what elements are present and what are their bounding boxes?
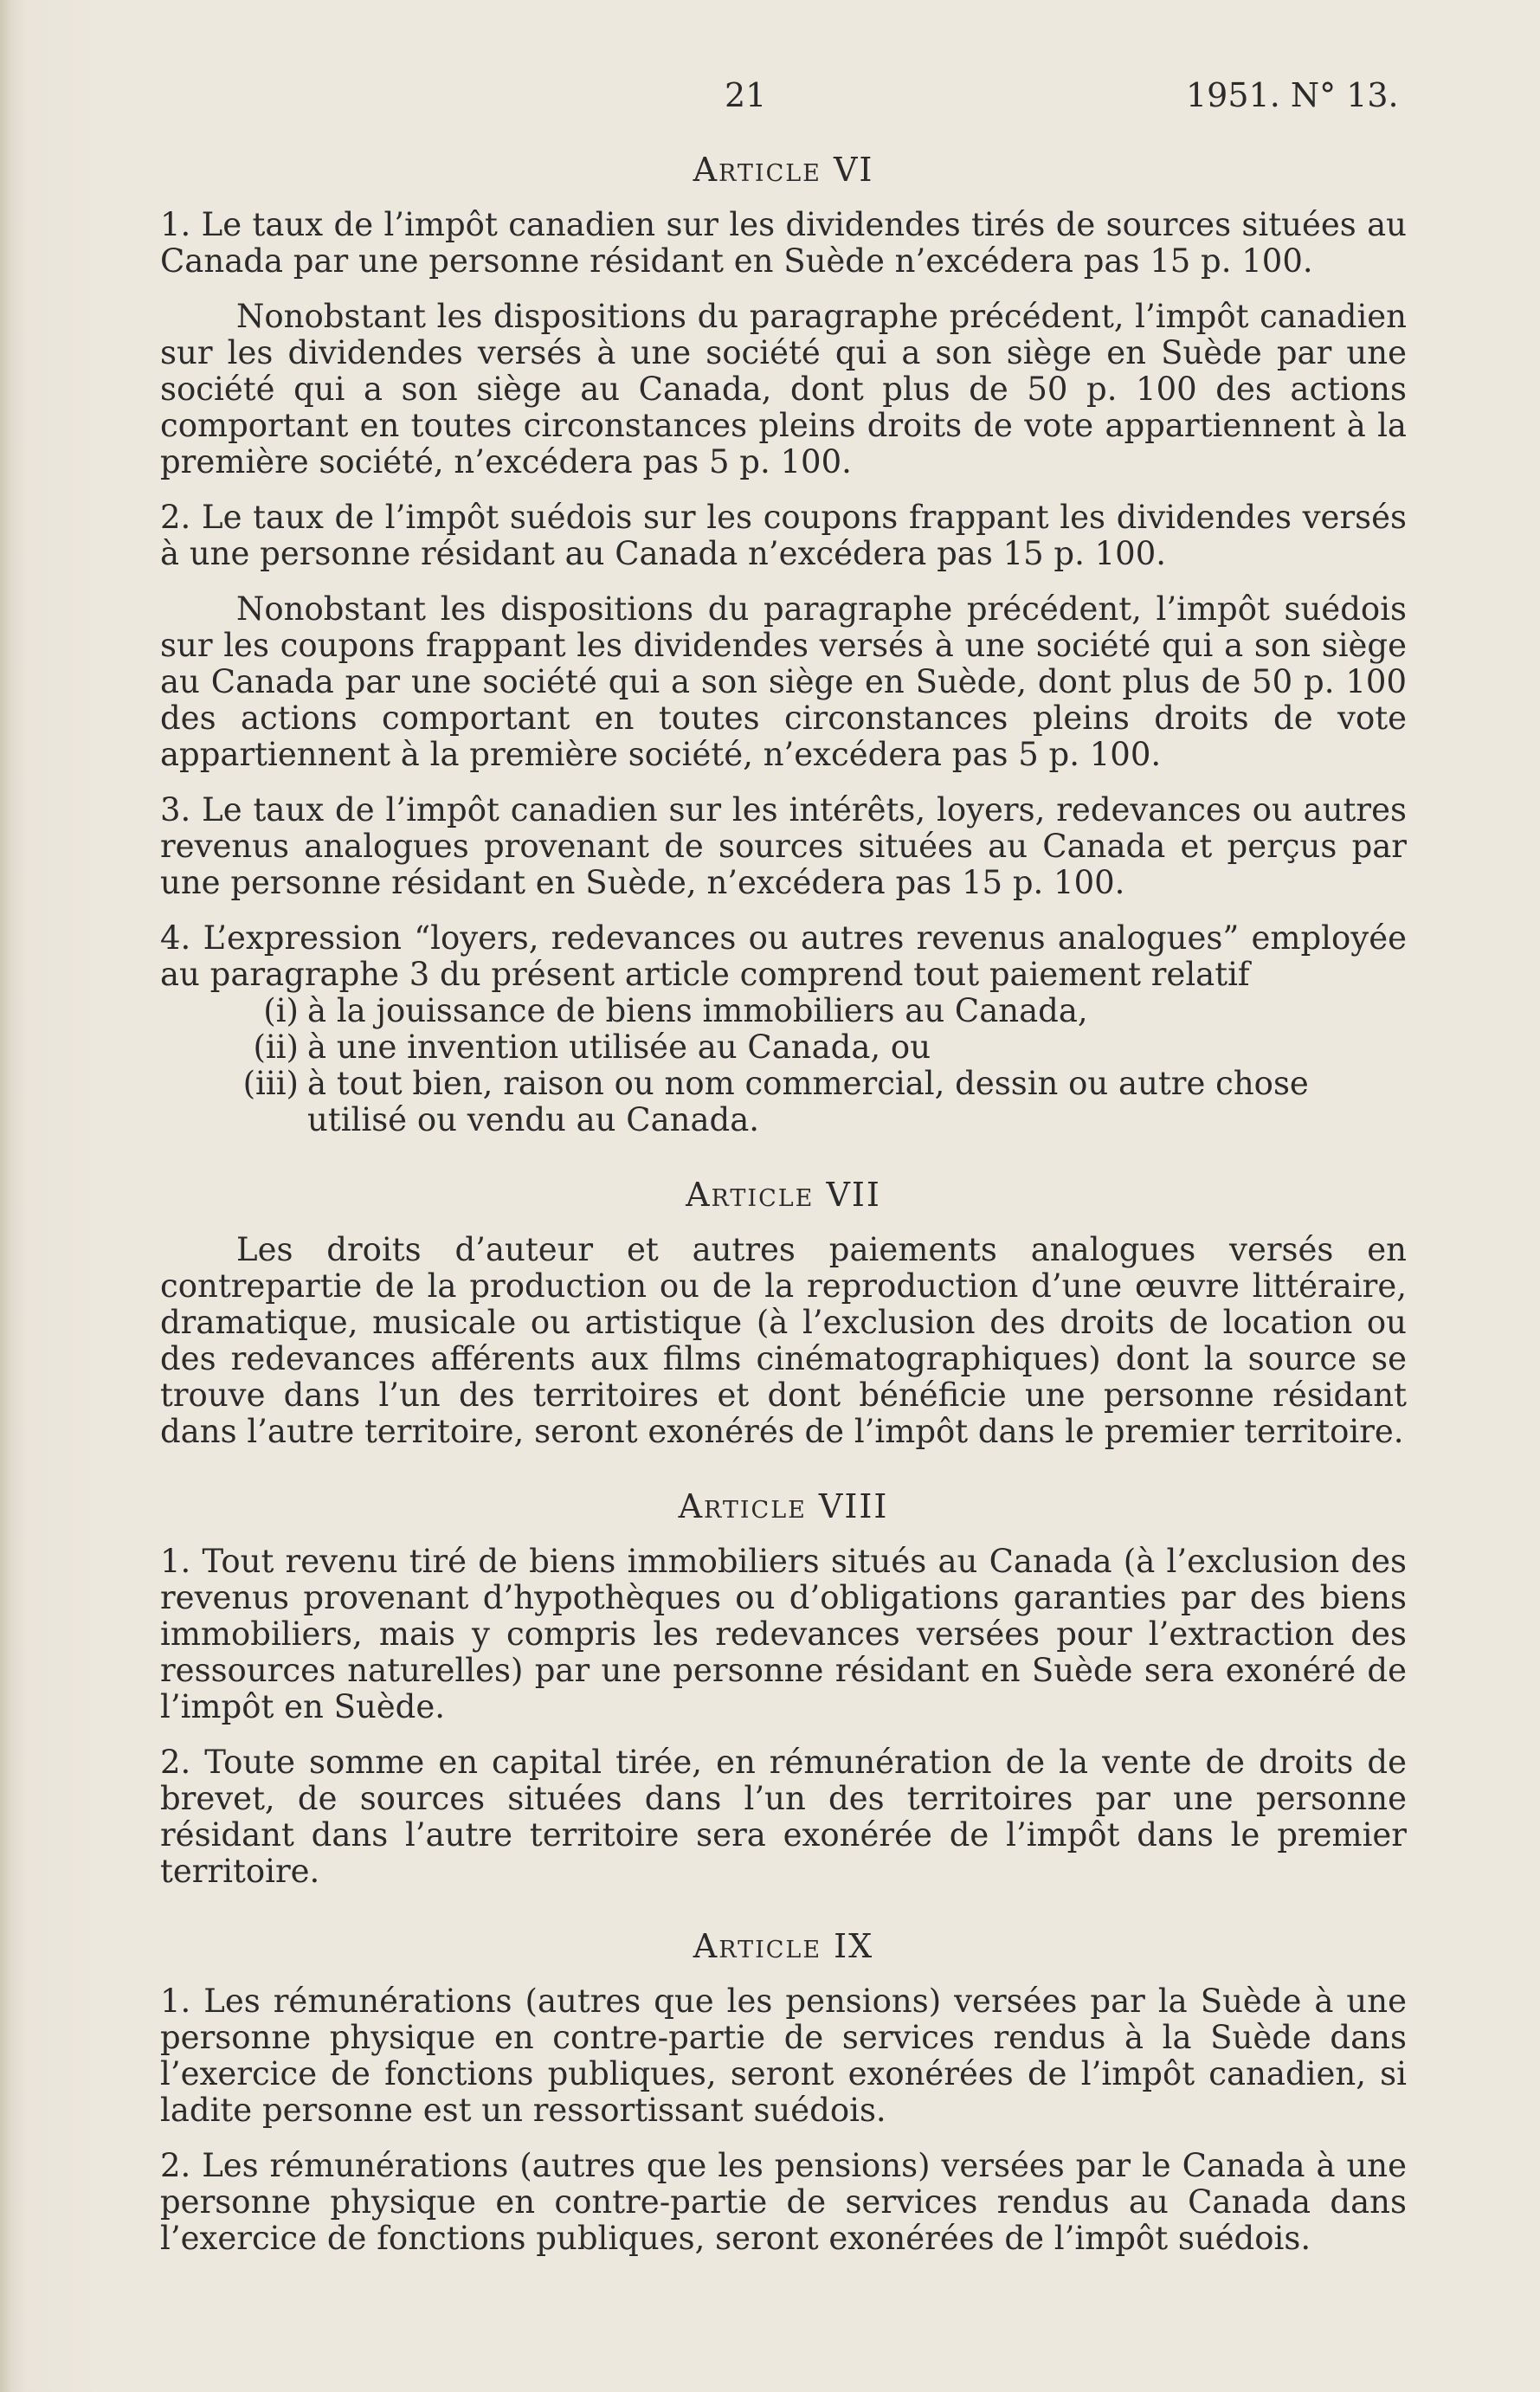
page-content bbox=[160, 152, 1407, 2276]
list-item bbox=[160, 1029, 1407, 1066]
issue-number: 1951. N° 13. bbox=[1186, 76, 1399, 114]
article-6-p1-text: 1. Le taux de l’impôt canadien sur les dividendes tirés de sources situées au Canada par une personne résidant en Suède n’excédera pas 15 p. 100. bbox=[160, 206, 1407, 280]
page-number: 21 bbox=[725, 76, 767, 114]
article-6-paragraph-2b: Nonobstant les dispositions du paragraphe précédent, l’impôt suédois sur les coupons frappant les dividendes versés à une société qui a son siège au Canada par une société qui a son siège en Suède, dont plus de 50 p. 100 des actions comportant en toutes circonstances pleins droits de vote appartiennent à la première société, n’excédera pas 5 p. 100. bbox=[160, 590, 1407, 773]
list-item-text: à la jouissance de biens immobiliers au Canada, bbox=[307, 992, 1088, 1029]
article-9-paragraph-1: 1. Les rémunérations (autres que les pensions) versées par la Suède à une personne physique en contre-partie de services rendus à la Suède dans l’exercice de fonctions publiques, seront exonérées de l’impôt canadien, si ladite personne est un ressortissant suédois. bbox=[160, 1983, 1407, 2129]
article-9-paragraph-2: 2. Les rémunérations (autres que les pensions) versées par le Canada à une personne physique en contre-partie de services rendus au Canada dans l’exercice de fonctions publiques, seront exonérées de l’impôt suédois. bbox=[160, 2147, 1407, 2257]
article-6-heading: Article VI bbox=[693, 151, 874, 189]
article-6-paragraph-4: 4. L’expression “loyers, redevances ou autres revenus analogues” employée au paragraphe 3 du présent article comprend tout paiement relatif bbox=[160, 919, 1407, 993]
list-item bbox=[160, 1066, 1407, 1138]
article-8-paragraph-2: 2. Toute somme en capital tirée, en rémunération de la vente de droits de brevet, de sources situées dans l’un des territoires par une personne résidant dans l’autre territoire sera exonérée de l’impôt dans le premier territoire. bbox=[160, 1744, 1407, 1890]
article-7-heading: Article VII bbox=[686, 1176, 881, 1214]
page-fold bbox=[0, 0, 12, 2392]
article-7-paragraph-1: Les droits d’auteur et autres paiements analogues versés en contrepartie de la production ou de la reproduction d’une œuvre littéraire, dramatique, musicale ou artistique (à l’exclusion des droits de location ou des redevances afférents aux films cinématographiques) dont la source se trouve dans l’un des territoires et dont bénéficie une personne résidant dans l’autre territoire, seront exonérés de l’impôt dans le premier territoire. bbox=[160, 1231, 1407, 1450]
article-6-paragraph-1 bbox=[160, 207, 1407, 280]
list-item-text: à une invention utilisée au Canada, ou bbox=[307, 1028, 931, 1066]
article-6-item-list bbox=[160, 993, 1407, 1138]
article-8-paragraph-1: 1. Tout revenu tiré de biens immobiliers situés au Canada (à l’exclusion des revenus provenant d’hypothèques ou d’obligations garanties par des biens immobiliers, mais y compris les redevances versées pour l’extraction des ressources naturelles) par une personne résidant en Suède sera exonéré de l’impôt en Suède. bbox=[160, 1543, 1407, 1725]
article-6-paragraph-3: 3. Le taux de l’impôt canadien sur les intérêts, loyers, redevances ou autres revenus analogues provenant de sources situées au Canada et perçus par une personne résidant en Suède, n’excédera pas 15 p. 100. bbox=[160, 791, 1407, 901]
article-9-heading: Article IX bbox=[693, 1927, 874, 1965]
list-item-mark: (i) bbox=[263, 992, 299, 1029]
list-item bbox=[160, 993, 1407, 1029]
article-6-paragraph-2: 2. Le taux de l’impôt suédois sur les coupons frappant les dividendes versés à une personne résidant au Canada n’excédera pas 15 p. 100. bbox=[160, 499, 1407, 572]
page-header bbox=[0, 76, 1540, 128]
article-6-paragraph-1b: Nonobstant les dispositions du paragraphe précédent, l’impôt canadien sur les dividendes versés à une société qui a son siège en Suède par une société qui a son siège au Canada, dont plus de 50 p. 100 des actions comportant en toutes circonstances pleins droits de vote appartiennent à la première société, n’excédera pas 5 p. 100. bbox=[160, 298, 1407, 480]
list-item-mark: (iii) bbox=[242, 1065, 299, 1102]
article-8-heading: Article VIII bbox=[678, 1487, 889, 1525]
list-item-text: à tout bien, raison ou nom commercial, dessin ou autre chose utilisé ou vendu au Canada. bbox=[307, 1065, 1309, 1138]
list-item-mark: (ii) bbox=[253, 1028, 299, 1066]
